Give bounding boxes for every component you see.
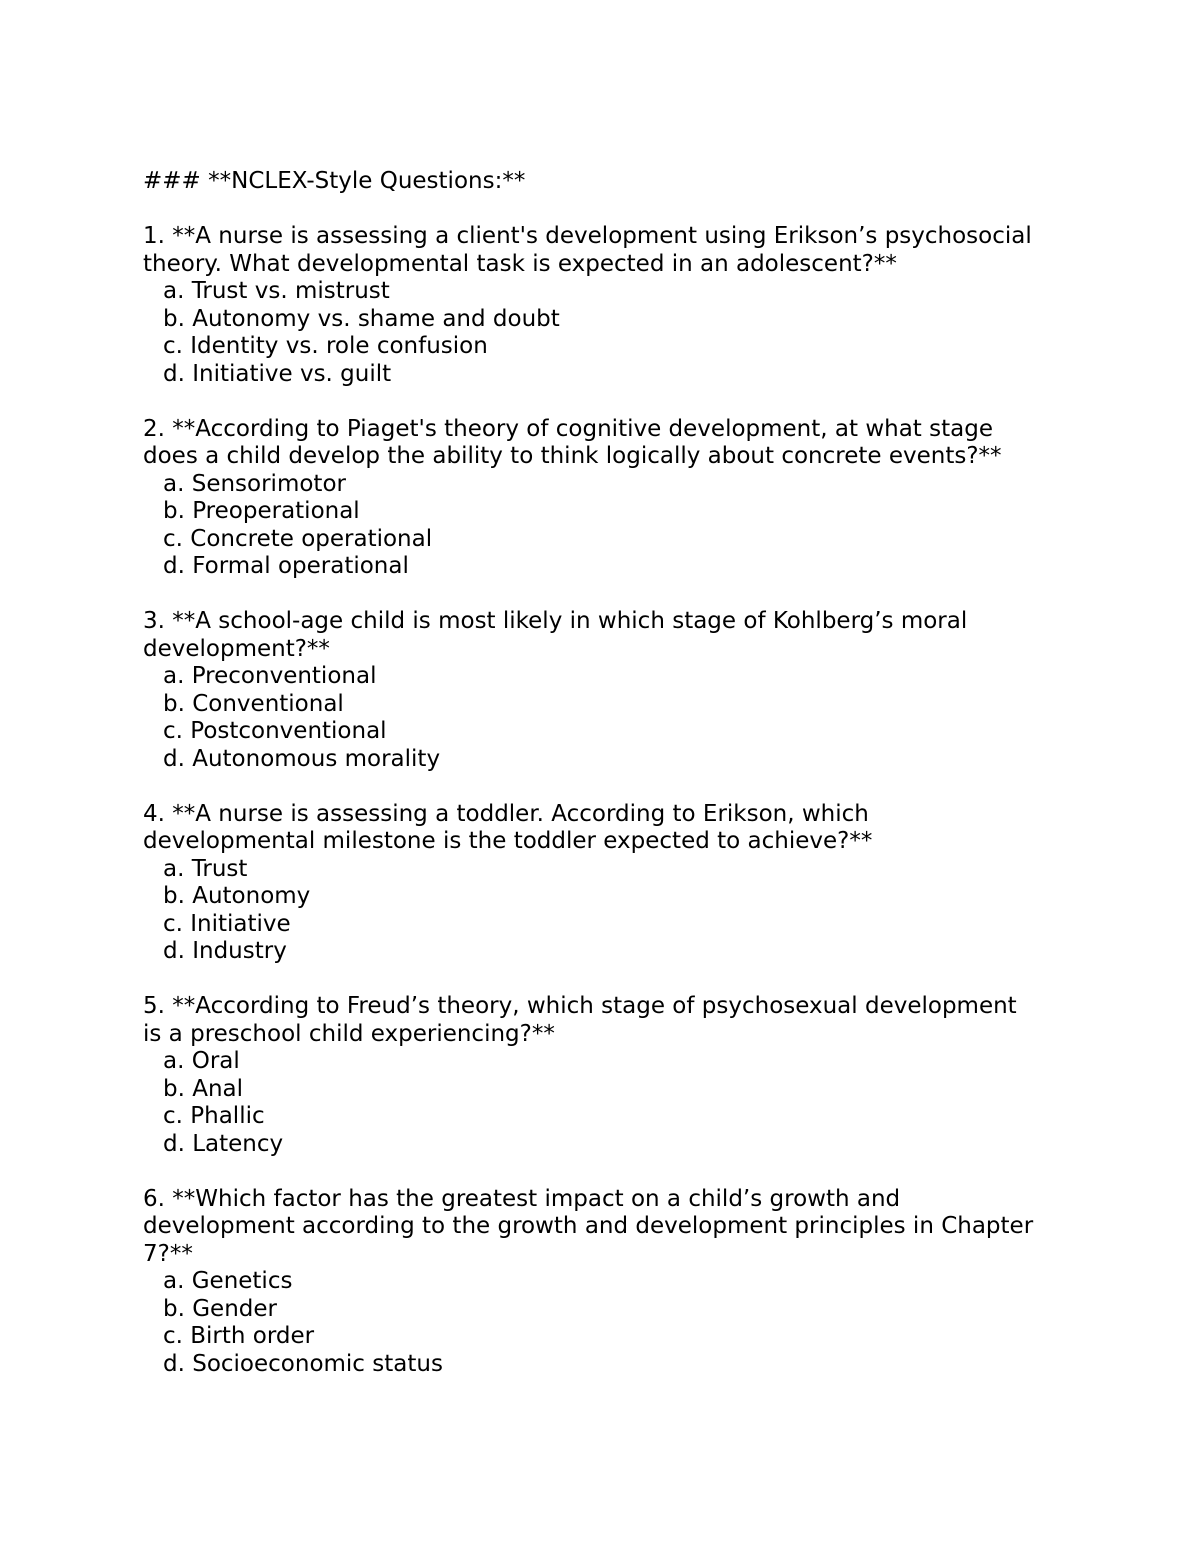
question-2 — [143, 416, 1073, 581]
question-5 — [143, 993, 1073, 1158]
question-4-text-line-1: 4. **A nurse is assessing a toddler. According to Erikson, which — [143, 800, 869, 827]
question-6-option-c: c. Birth order — [163, 1323, 315, 1349]
question-6-text-line-2: development according to the growth and development principles in Chapter — [143, 1213, 1034, 1239]
question-5-text-line-2: is a preschool child experiencing?** — [143, 1020, 555, 1047]
question-5-option-a: a. Oral — [163, 1048, 240, 1074]
question-6-text-line-1: 6. **Which factor has the greatest impact on a child’s growth and — [143, 1185, 901, 1212]
question-6-text-line-3: 7?** — [143, 1240, 193, 1267]
question-4-option-b: b. Autonomy — [163, 883, 311, 909]
question-6-option-a: a. Genetics — [163, 1268, 293, 1294]
question-4-option-a: a. Trust — [163, 855, 248, 882]
question-5-option-c: c. Phallic — [163, 1103, 265, 1129]
question-3-option-c: c. Postconventional — [163, 718, 387, 744]
question-1-option-d: d. Initiative vs. guilt — [163, 360, 392, 387]
question-2-option-a: a. Sensorimotor — [163, 470, 346, 497]
question-3-text-line-2: development?** — [143, 635, 330, 662]
question-1-text-line-2: theory. What developmental task is expected in an adolescent?** — [143, 250, 897, 277]
question-5-option-b: b. Anal — [163, 1075, 244, 1102]
question-4-text-line-2: developmental milestone is the toddler expected to achieve?** — [143, 828, 873, 854]
question-4 — [143, 801, 1073, 966]
question-3-option-d: d. Autonomous morality — [163, 745, 441, 772]
document-page — [143, 168, 1073, 1406]
question-3 — [143, 608, 1073, 773]
question-2-option-c: c. Concrete operational — [163, 525, 433, 552]
question-1 — [143, 223, 1073, 388]
question-2-option-b: b. Preoperational — [163, 498, 360, 524]
question-6 — [143, 1186, 1073, 1379]
question-1-text-line-1: 1. **A nurse is assessing a client's development using Erikson’s psychosocial — [143, 223, 1032, 249]
question-2-option-d: d. Formal operational — [163, 553, 409, 579]
question-1-option-a: a. Trust vs. mistrust — [163, 278, 390, 304]
question-3-text-line-1: 3. **A school-age child is most likely in which stage of Kohlberg’s moral — [143, 608, 968, 634]
question-5-option-d: d. Latency — [163, 1130, 284, 1157]
question-4-option-c: c. Initiative — [163, 910, 291, 937]
question-6-option-d: d. Socioeconomic status — [163, 1350, 443, 1377]
question-3-option-b: b. Conventional — [163, 690, 344, 717]
question-2-text-line-1: 2. **According to Piaget's theory of cognitive development, at what stage — [143, 415, 993, 442]
question-5-text-line-1: 5. **According to Freud’s theory, which stage of psychosexual development — [143, 993, 1017, 1019]
question-2-text-line-2: does a child develop the ability to think logically about concrete events?** — [143, 443, 1002, 469]
question-1-option-c: c. Identity vs. role confusion — [163, 333, 488, 359]
section-heading: ### **NCLEX-Style Questions:** — [143, 168, 526, 194]
question-1-option-b: b. Autonomy vs. shame and doubt — [163, 305, 560, 332]
question-6-option-b: b. Gender — [163, 1295, 277, 1322]
question-4-option-d: d. Industry — [163, 938, 287, 964]
question-3-option-a: a. Preconventional — [163, 663, 377, 689]
